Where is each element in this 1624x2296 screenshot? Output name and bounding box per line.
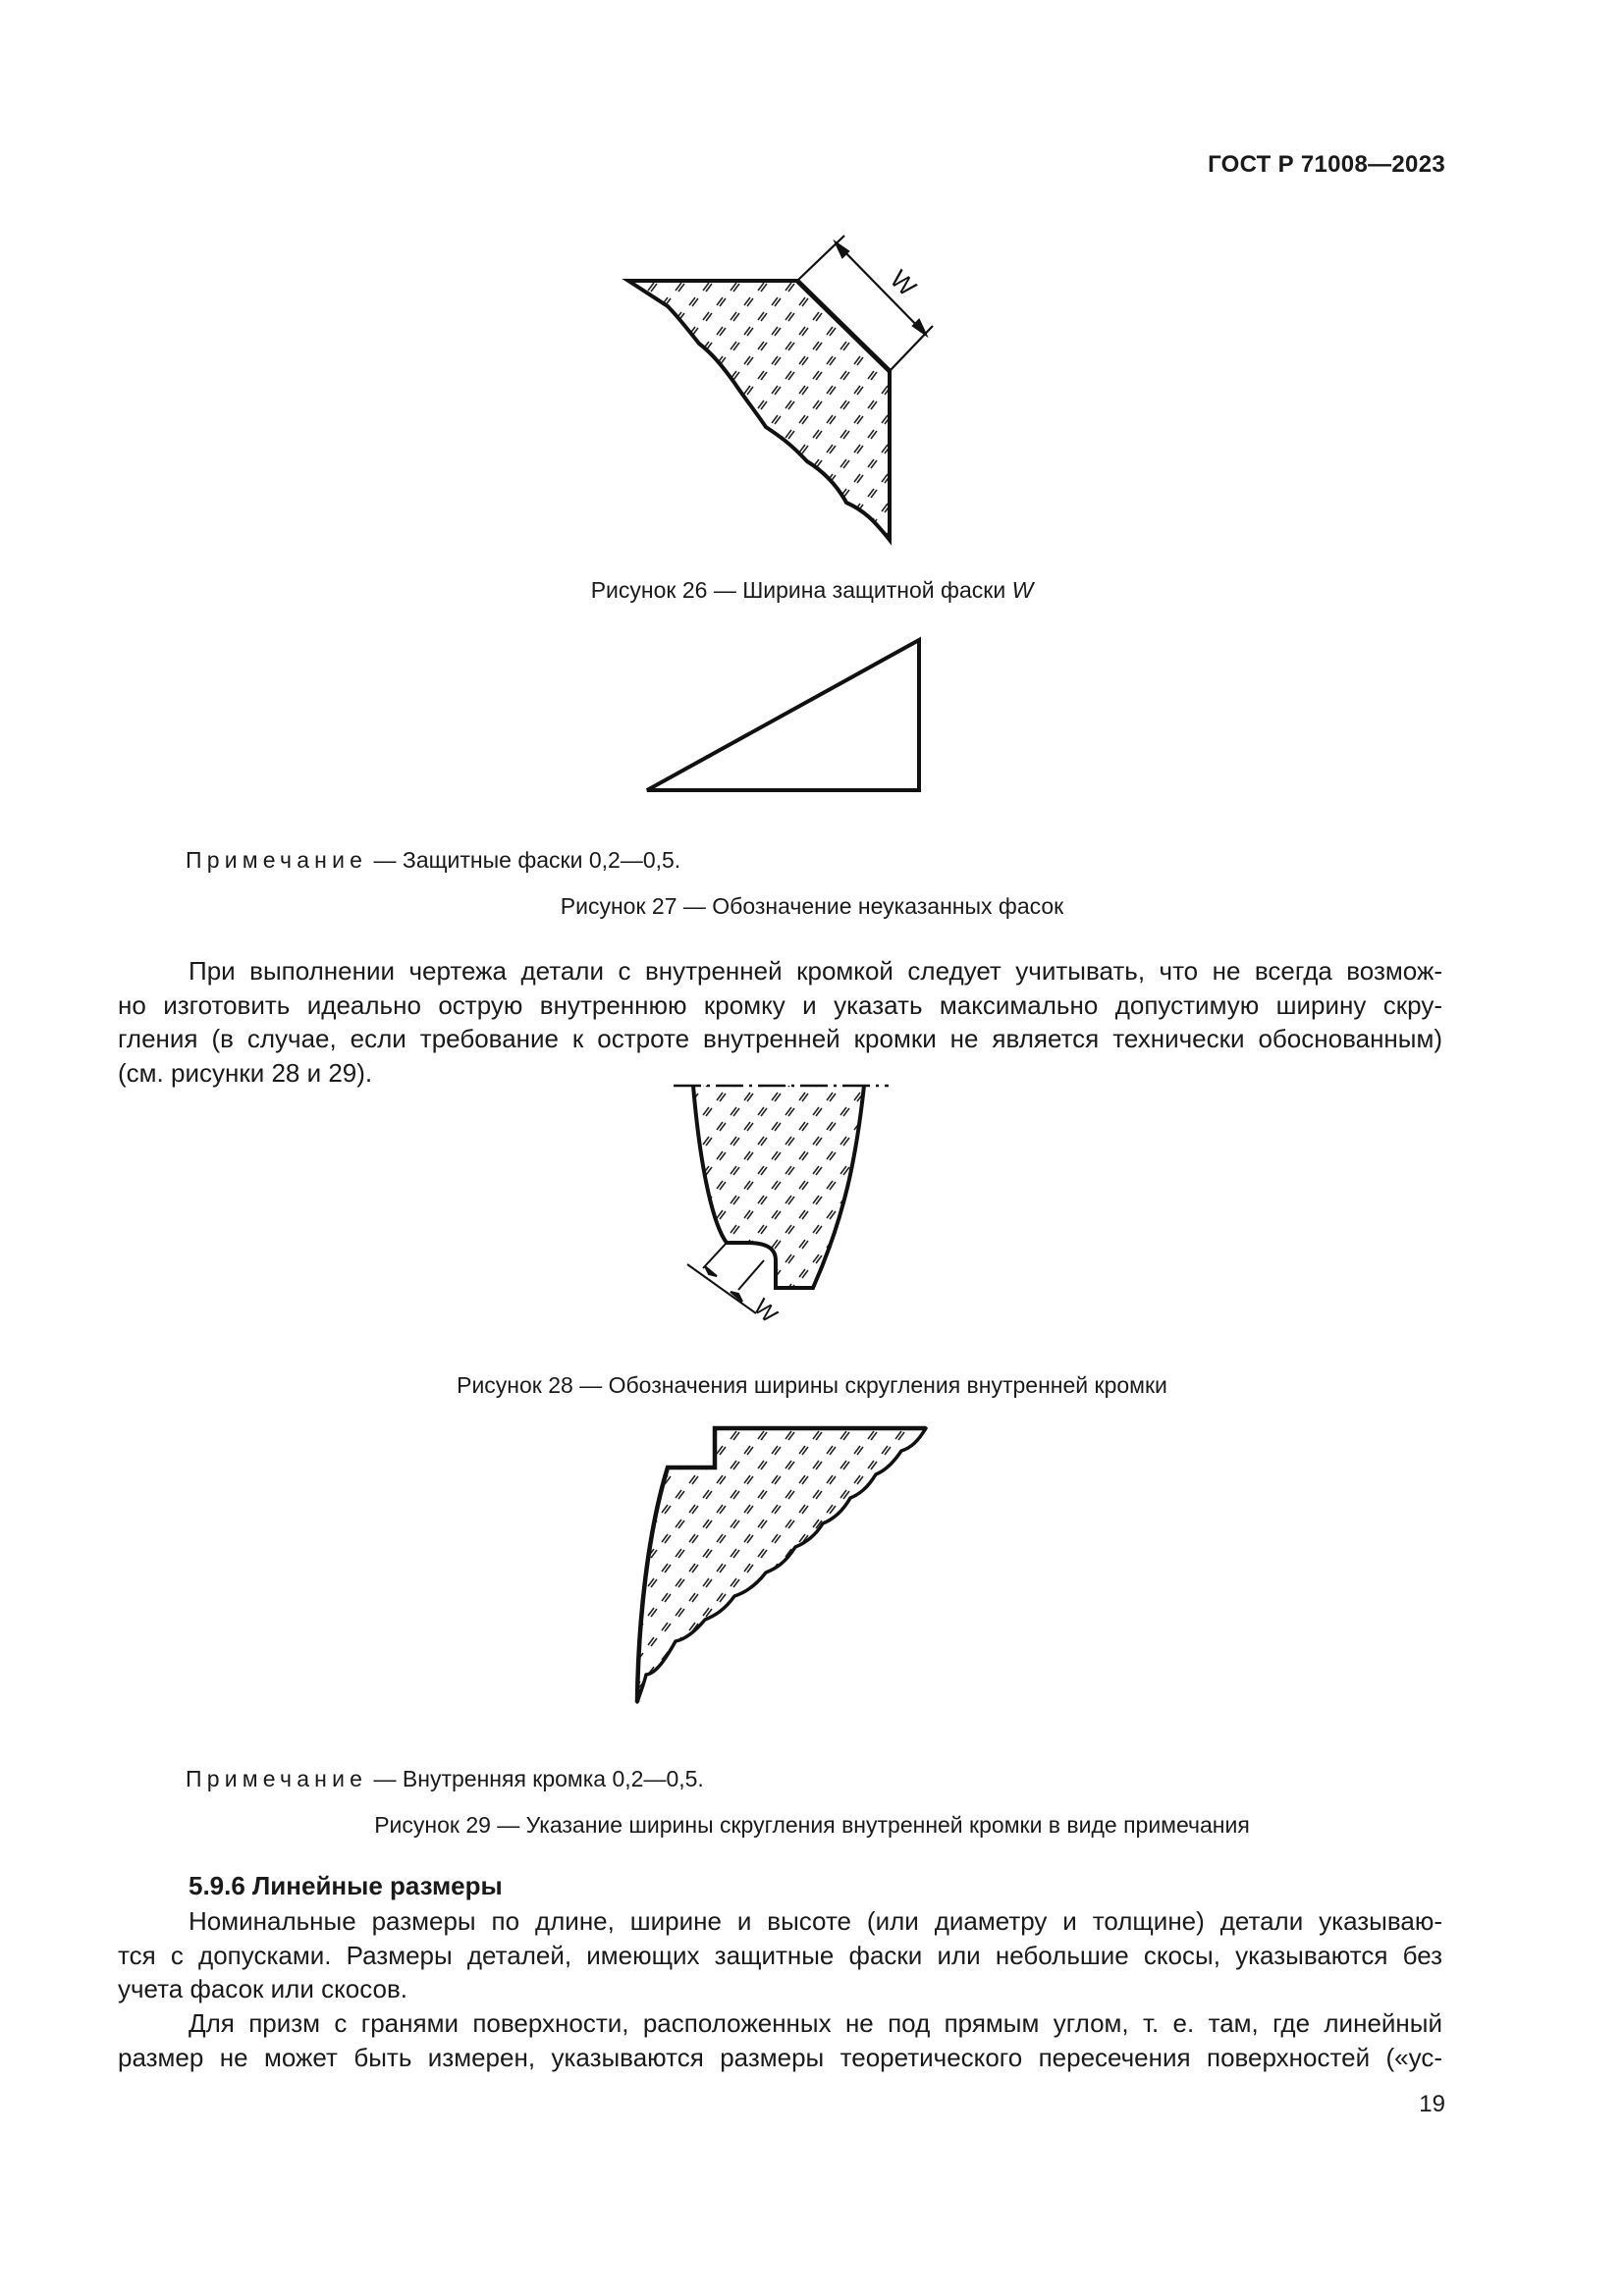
text-line: (см. рисунки 28 и 29). <box>118 1057 373 1088</box>
document-id: ГОСТ Р 71008—2023 <box>1208 151 1445 178</box>
figure-28 <box>668 1080 893 1329</box>
figure-26-part <box>628 281 890 540</box>
dimension-w-label: W <box>747 1294 783 1329</box>
figure-26 <box>619 226 943 550</box>
paragraph-prisms <box>118 2006 1442 2074</box>
text-line: Для призм с гранями поверхности, расположенных не под прямым углом, т. е. там, где линейный <box>189 2008 1442 2038</box>
section-heading: 5.9.6 Линейные размеры <box>189 1871 503 1900</box>
page-number: 19 <box>1419 2091 1445 2117</box>
paragraph-internal-edge <box>118 954 1442 1090</box>
dimension-w-label: W <box>884 264 923 302</box>
text-line: но изготовить идеально острую внутреннюю кромку и указать максимально допустимую ширину скру- <box>118 989 1442 1020</box>
figure-29-caption: Рисунок 29 — Указание ширины скругления внутренней кромки в виде примечания <box>374 1812 1250 1838</box>
figure-29-note: Примечание — Внутренняя кромка 0,2—0,5. <box>186 1766 704 1791</box>
text-line: гления (в случае, если требование к остроте внутренней кромки не является технически обоснованным) <box>118 1024 1442 1053</box>
figure-27-caption: Рисунок 27 — Обозначение неуказанных фасок <box>560 893 1064 919</box>
text-line: При выполнении чертежа детали с внутренней кромкой следует учитывать, что не всегда возмож- <box>189 956 1442 986</box>
figure-27 <box>643 636 928 793</box>
text-line: Номинальные размеры по длине, ширине и высоте (или диаметру и толщине) детали указываю- <box>189 1906 1442 1936</box>
figure-27-note: Примечание — Защитные фаски 0,2—0,5. <box>186 847 681 873</box>
text-line: тся с допусками. Размеры деталей, имеющих защитные фаски или небольшие скосы, указываются без <box>118 1940 1442 1970</box>
figure-29 <box>628 1423 933 1708</box>
figure-27-triangle <box>647 640 919 790</box>
figure-26-caption: Рисунок 26 — Ширина защитной фаски W <box>590 577 1034 603</box>
text-line: учета фасок или скосов. <box>118 1974 408 2003</box>
paragraph-linear-dimensions <box>118 1904 1442 2006</box>
figure-28-part <box>693 1086 864 1288</box>
text-line: размер не может быть измерен, указываются размеры теоретического пересечения поверхностей («ус- <box>118 2042 1442 2072</box>
dimension-w <box>687 1243 764 1313</box>
figure-28-caption: Рисунок 28 — Обозначения ширины скругления внутренней кромки <box>457 1372 1167 1398</box>
